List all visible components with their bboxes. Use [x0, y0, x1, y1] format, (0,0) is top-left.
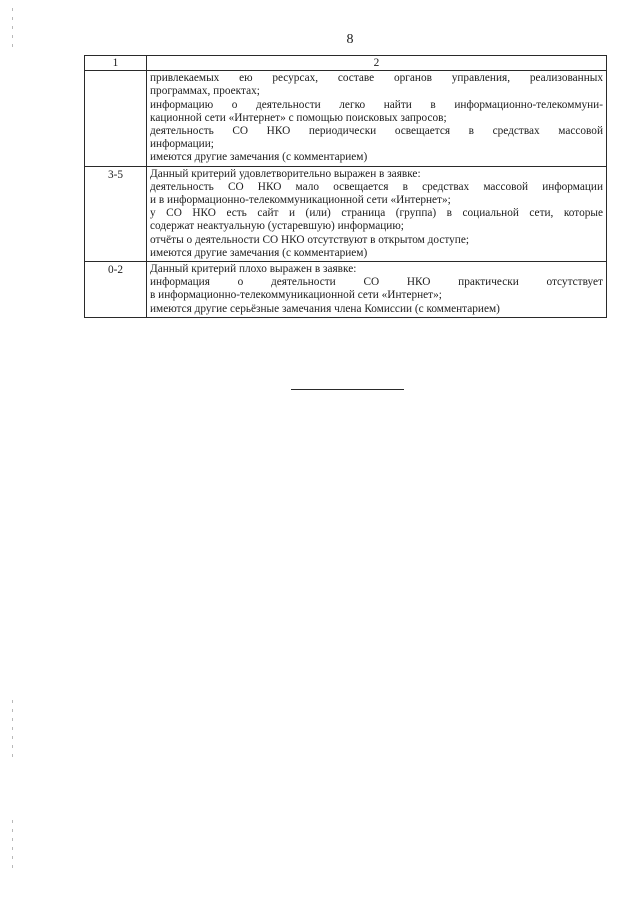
table-row [85, 262, 607, 318]
page-number: 8 [346, 32, 354, 47]
score-cell: 0-2 [85, 262, 147, 318]
column-header-description: 2 [147, 56, 607, 71]
description-line: Данный критерий плохо выражен в заявке: [150, 263, 357, 276]
description-line: у СО НКО есть сайт и (или) страница (группа) в социальной сети, которые [150, 207, 603, 220]
description-line: информации; [150, 138, 214, 151]
description-line: привлекаемых ею ресурсах, составе органов управления, реализованных [150, 72, 603, 85]
description-line: отчёты о деятельности СО НКО отсутствуют в открытом доступе; [150, 233, 469, 246]
description-cell [147, 71, 607, 166]
score-cell: 3-5 [85, 166, 147, 261]
description-line: содержат неактуальную (устаревшую) информацию; [150, 220, 404, 233]
description-line: имеются другие замечания (с комментарием) [150, 151, 368, 164]
table-row [85, 166, 607, 261]
description-line: кационной сети «Интернет» с помощью поисковых запросов; [150, 111, 447, 124]
description-line: Данный критерий удовлетворительно выражен в заявке: [150, 167, 421, 180]
column-header-score: 1 [85, 56, 147, 71]
description-line: имеются другие замечания (с комментарием) [150, 246, 368, 259]
description-cell [147, 262, 607, 318]
description-line: и в информационно-телекоммуникационной сети «Интернет»; [150, 194, 451, 207]
description-line: информацию о деятельности легко найти в информационно-телекоммуни- [150, 98, 603, 111]
description-line: деятельность СО НКО периодически освещается в средствах массовой [150, 125, 603, 138]
description-line: в информационно-телекоммуникационной сети «Интернет»; [150, 289, 442, 302]
description-cell [147, 166, 607, 261]
criteria-table [84, 55, 607, 318]
scan-edge-mark [12, 820, 13, 870]
description-line: имеются другие серьёзные замечания члена Комиссии (с комментарием) [150, 302, 500, 315]
end-divider-line [291, 389, 404, 390]
table-row [85, 71, 607, 166]
scan-edge-mark [12, 700, 13, 760]
score-cell [85, 71, 147, 166]
description-line: деятельность СО НКО мало освещается в средствах массовой информации [150, 180, 603, 193]
table-header-row [85, 56, 607, 71]
description-line: программах, проектах; [150, 85, 260, 98]
description-line: информация о деятельности СО НКО практически отсутствует [150, 276, 603, 289]
